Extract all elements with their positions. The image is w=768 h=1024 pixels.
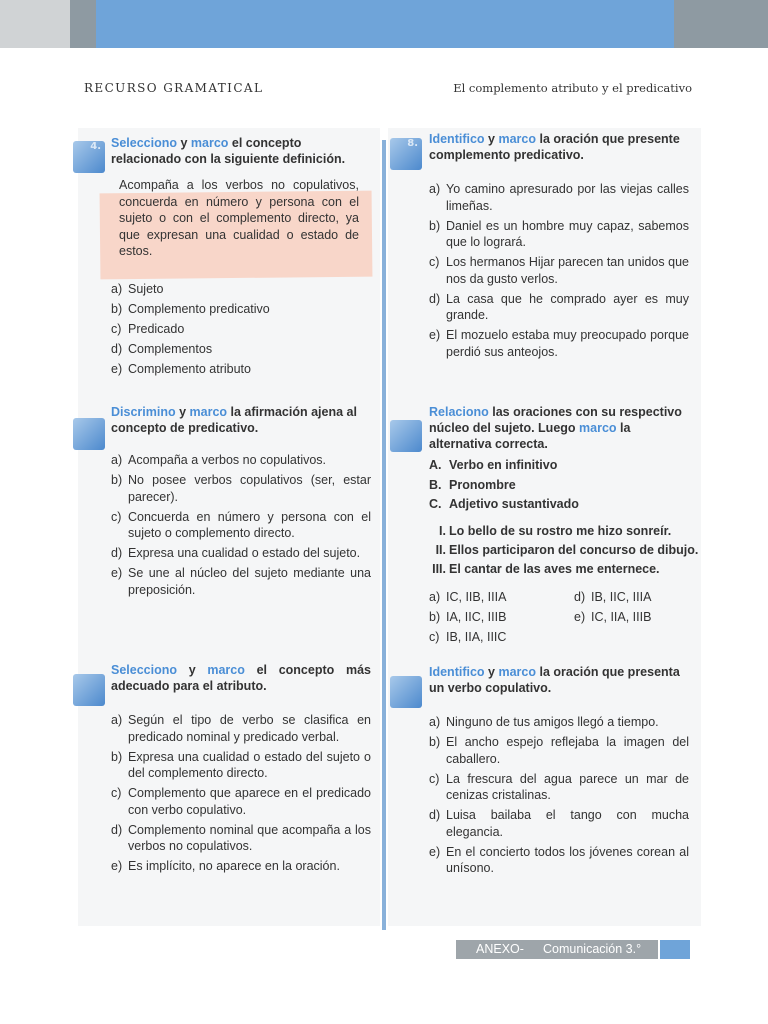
sentence-item	[429, 541, 698, 560]
option-text: La frescura del agua parece un mar de cenizas cristalinas.	[446, 771, 689, 802]
option-letter: a)	[111, 282, 123, 296]
option-letter: d)	[111, 342, 123, 356]
question-number-badge	[73, 674, 105, 706]
answer-option[interactable]	[429, 844, 689, 877]
key-letter: B.	[429, 477, 442, 492]
option-letter: c)	[111, 509, 122, 524]
option-letter: b)	[111, 473, 123, 487]
option-letter: b)	[429, 218, 441, 233]
question-6-prompt: Identifico y marco la oración que presenta un verbo copulativo.	[429, 665, 680, 695]
option-letter: b)	[429, 610, 441, 624]
question-3-prompt: Selecciono y marco el concepto más adecuado para el atributo.	[111, 663, 371, 693]
instruction-verb: marco	[579, 421, 617, 435]
option-text: El mozuelo estaba muy preocupado porque perdió sus anteojos.	[446, 328, 689, 359]
option-letter: c)	[111, 786, 122, 800]
question-4-prompt: Identifico y marco la oración que presente complemento predicativo.	[429, 132, 680, 162]
question-2-options	[111, 452, 371, 602]
topic-title: El complemento atributo y el predicativo	[453, 81, 692, 95]
option-text: IB, IIA, IIIC	[446, 630, 507, 644]
answer-option[interactable]	[111, 341, 371, 358]
option-text: Expresa una cualidad o estado del sujeto.	[128, 546, 361, 560]
answer-option[interactable]	[429, 181, 689, 214]
instruction-verb: Relaciono	[429, 405, 489, 419]
option-text: Daniel es un hombre muy capaz, sabemos que lo logrará.	[446, 218, 689, 249]
answer-option[interactable]	[429, 734, 689, 767]
option-text: IB, IIC, IIIA	[591, 590, 652, 604]
option-text: Complemento atributo	[128, 362, 251, 376]
instruction-verb: marco	[498, 665, 536, 679]
answer-option[interactable]	[574, 609, 651, 626]
option-letter: d)	[574, 590, 586, 604]
option-text: IC, IIA, IIIB	[591, 610, 652, 624]
footer-label	[456, 940, 658, 959]
answer-option[interactable]	[574, 589, 651, 606]
footer-annex: ANEXO-	[476, 942, 524, 956]
key-letter: C.	[429, 497, 442, 511]
key-text: Adjetivo sustantivado	[449, 497, 579, 511]
option-letter: c)	[429, 771, 440, 786]
answer-option[interactable]	[429, 291, 689, 324]
instruction-verb: marco	[190, 136, 229, 150]
sentence-numeral: I.	[439, 524, 446, 538]
sentence-text: Lo bello de su rostro me hizo sonreír.	[449, 524, 672, 538]
option-text: Complemento que aparece en el predicado con verbo copulativo.	[128, 786, 371, 817]
answer-option[interactable]	[429, 629, 506, 646]
answer-option[interactable]	[429, 254, 689, 287]
answer-option[interactable]	[429, 609, 506, 626]
column-divider	[382, 140, 386, 930]
instruction-verb: marco	[498, 132, 536, 146]
option-text: Yo camino apresurado por las viejas calles limeñas.	[446, 182, 689, 213]
option-text: Complemento nominal que acompaña a los verbos no copulativos.	[128, 822, 371, 853]
sentence-numeral: III.	[432, 562, 446, 576]
top-band-right	[674, 0, 768, 48]
answer-option[interactable]	[111, 565, 371, 598]
option-letter: d)	[429, 808, 441, 822]
sentence-numeral: II.	[435, 543, 446, 557]
option-text: Concuerda en número y persona con el sujeto o complemento directo.	[128, 509, 371, 540]
footer-accent	[660, 940, 690, 959]
answer-option[interactable]	[429, 327, 689, 360]
option-text: El ancho espejo reflejaba la imagen del caballero.	[446, 735, 689, 766]
instruction-verb: Discrimino	[111, 405, 176, 419]
option-letter: a)	[111, 713, 123, 727]
question-number-badge: 4.	[73, 141, 105, 173]
option-letter: e)	[429, 844, 441, 859]
option-text: En el concierto todos los jóvenes corean al unísono.	[446, 844, 689, 875]
option-text: No posee verbos copulativos (ser, estar parecer).	[128, 473, 371, 504]
answer-option[interactable]	[429, 714, 689, 731]
option-text: Ninguno de tus amigos llegó a tiempo.	[446, 715, 659, 729]
answer-option[interactable]	[111, 785, 371, 818]
key-letter: A.	[429, 458, 442, 472]
option-letter: a)	[111, 453, 123, 467]
option-text: Luisa bailaba el tango con mucha elegancia.	[446, 808, 689, 839]
question-4-options	[429, 181, 689, 364]
top-band-dark	[70, 0, 96, 48]
option-text: Acompaña a verbos no copulativos.	[128, 453, 327, 467]
answer-option[interactable]	[111, 472, 371, 505]
answer-option[interactable]	[111, 281, 371, 298]
option-text: IA, IIC, IIIB	[446, 610, 507, 624]
option-letter: a)	[429, 715, 441, 729]
answer-option[interactable]	[111, 545, 371, 562]
option-text: Predicado	[128, 322, 185, 336]
question-1-prompt: Selecciono y marco el concepto relacionado con la siguiente definición.	[111, 136, 346, 166]
question-1-options	[111, 281, 371, 381]
question-3-options	[111, 712, 371, 878]
instruction-verb: Selecciono	[111, 663, 177, 677]
instruction-verb: marco	[189, 405, 228, 419]
option-letter: a)	[429, 182, 441, 196]
key-item	[429, 495, 579, 515]
option-letter: d)	[429, 291, 441, 306]
option-text: Complementos	[128, 342, 213, 356]
sentence-item	[429, 560, 698, 579]
option-letter: c)	[111, 322, 122, 336]
key-item	[429, 476, 579, 496]
question-5-prompt: Relaciono las oraciones con su respectivo núcleo del sujeto. Luego marco la alternativa correcta.	[429, 405, 682, 451]
option-letter: e)	[574, 610, 586, 624]
answer-option[interactable]	[429, 771, 689, 804]
key-text: Pronombre	[449, 477, 516, 492]
key-text: Verbo en infinitivo	[449, 458, 558, 472]
option-text: Se une al núcleo del sujeto mediante una preposición.	[128, 566, 371, 597]
question-6-options	[429, 714, 689, 880]
sentence-text: El cantar de las aves me enternece.	[449, 562, 660, 576]
option-letter: c)	[429, 630, 440, 644]
question-number-badge	[390, 676, 422, 708]
subject-core-key	[429, 456, 579, 515]
option-letter: a)	[429, 590, 441, 604]
instruction-verb: Selecciono	[111, 136, 177, 150]
option-letter: c)	[429, 255, 440, 269]
option-letter: e)	[111, 859, 123, 873]
option-letter: e)	[111, 362, 123, 376]
option-letter: b)	[111, 302, 123, 316]
option-text: Sujeto	[128, 282, 164, 296]
question-2-prompt: Discrimino y marco la afirmación ajena al concepto de predicativo.	[111, 405, 357, 435]
answer-option[interactable]	[111, 858, 371, 875]
sentence-list	[429, 522, 698, 579]
answer-option[interactable]	[111, 301, 371, 318]
option-letter: e)	[111, 566, 123, 580]
answer-option[interactable]	[429, 807, 689, 840]
question-number-badge	[73, 418, 105, 450]
option-text: Es implícito, no aparece en la oración.	[128, 859, 340, 873]
question-number-badge: 8.	[390, 138, 422, 170]
footer-subject: Comunicación 3.°	[543, 942, 642, 956]
instruction-verb: Identifico	[429, 665, 485, 679]
instruction-verb: Identifico	[429, 132, 485, 146]
option-letter: d)	[111, 546, 123, 560]
option-letter: e)	[429, 328, 441, 342]
key-item	[429, 456, 579, 476]
option-text: Complemento predicativo	[128, 302, 270, 316]
definition-text: Acompaña a los verbos no copulativos, concuerda en número y persona con el sujeto o con el complemento directo, ya que expresan una cualidad o estado de estos.	[119, 178, 359, 258]
answer-option[interactable]	[429, 589, 506, 606]
sentence-text: Ellos participaron del concurso de dibujo.	[449, 543, 699, 557]
option-text: La casa que he comprado ayer es muy grande.	[446, 291, 689, 322]
option-letter: b)	[111, 749, 123, 764]
top-band-gray	[0, 0, 70, 48]
answer-option[interactable]	[111, 361, 371, 378]
answer-option[interactable]	[111, 509, 371, 542]
answer-option[interactable]	[111, 822, 371, 855]
option-text: Los hermanos Hijar parecen tan unidos que nos da gusto verlos.	[446, 255, 689, 286]
option-text: Expresa una cualidad o estado del sujeto o del complemento directo.	[128, 749, 371, 780]
option-letter: b)	[429, 735, 441, 749]
instruction-verb: marco	[207, 663, 245, 677]
answer-option[interactable]	[429, 218, 689, 251]
option-text: IC, IIB, IIIA	[446, 590, 507, 604]
answer-option[interactable]	[111, 452, 371, 469]
option-text: Según el tipo de verbo se clasifica en predicado nominal y predicado verbal.	[128, 713, 371, 744]
answer-option[interactable]	[111, 321, 371, 338]
question-number-badge	[390, 420, 422, 452]
answer-option[interactable]	[111, 712, 371, 745]
sentence-item	[429, 522, 698, 541]
option-letter: d)	[111, 822, 123, 837]
section-title: RECURSO GRAMATICAL	[84, 81, 264, 95]
answer-option[interactable]	[111, 749, 371, 782]
top-band-blue	[96, 0, 674, 48]
